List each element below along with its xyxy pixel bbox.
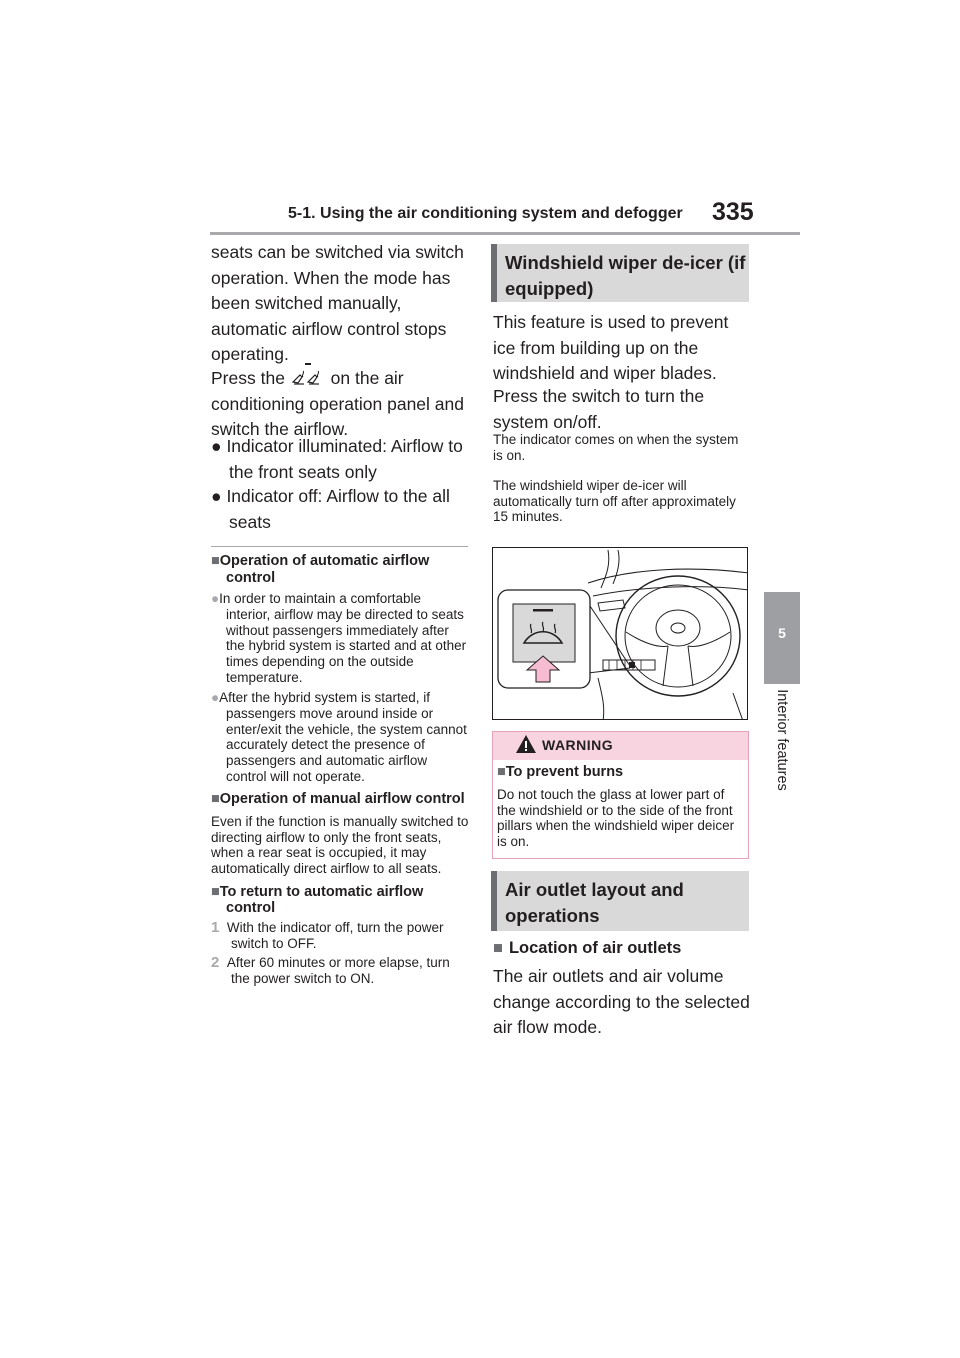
warning-text: Do not touch the glass at lower part of the windshield or to the side of the front pillars when the windshield wiper deicer is on. bbox=[497, 787, 735, 849]
notes-divider bbox=[211, 546, 468, 547]
step-number: 1 bbox=[211, 918, 220, 936]
note-item-text: After the hybrid system is started, if passengers move around inside or enter/exit the vehicle, the system cannot accurately detect the presence of passengers and automatic airflow control will not operate. bbox=[219, 690, 467, 784]
circle-bullet-icon: ● bbox=[211, 690, 220, 706]
bullet-dot: ● bbox=[211, 436, 227, 456]
bullet-text: Indicator illuminated: Airflow to the front seats only bbox=[226, 436, 463, 482]
square-bullet-icon: ■ bbox=[211, 553, 220, 569]
note-heading-automatic bbox=[211, 553, 469, 586]
outlet-subheading-text: Location of air outlets bbox=[508, 939, 682, 957]
press-text-before: Press the bbox=[211, 368, 285, 388]
step-number: 2 bbox=[211, 953, 220, 971]
warning-heading-text: To prevent burns bbox=[505, 764, 624, 780]
press-text-after: on the air conditioning operation panel and switch the airflow. bbox=[211, 368, 464, 440]
deicer-note: The windshield wiper de-icer will automatically turn off after approximately 15 minutes. bbox=[493, 478, 736, 525]
press-instruction bbox=[211, 362, 473, 443]
step-item bbox=[211, 919, 469, 952]
note-heading-text: Operation of manual airflow control bbox=[219, 791, 465, 808]
note-heading-return bbox=[211, 884, 469, 917]
note-list-item bbox=[211, 690, 469, 784]
warning-triangle-icon bbox=[515, 734, 537, 759]
bullet-dot: ● bbox=[211, 486, 227, 506]
circle-bullet-icon: ● bbox=[211, 591, 220, 607]
bullet-text: Indicator off: Airflow to the all seats bbox=[226, 486, 450, 532]
bullet-item bbox=[211, 484, 473, 535]
step-text: After 60 minutes or more elapse, turn the power switch to ON. bbox=[226, 954, 450, 987]
deicer-note: The indicator comes on when the system is on. bbox=[493, 432, 739, 463]
page-number: 335 bbox=[712, 198, 754, 226]
chapter-label: Interior features bbox=[774, 689, 790, 791]
section-title: 5-1. Using the air conditioning system and defogger bbox=[288, 205, 683, 222]
square-bullet-icon: ■ bbox=[211, 883, 220, 900]
note-paragraph: Even if the function is manually switched to directing airflow to only the front seats, when a rear seat is occupied, it may automatically direct airflow to all seats. bbox=[211, 813, 469, 876]
section-heading-deicer bbox=[491, 244, 749, 302]
outlet-paragraph: The air outlets and air volume change according to the selected air flow mode. bbox=[493, 966, 750, 1038]
section-heading-text: Windshield wiper de-icer (if equipped) bbox=[505, 252, 746, 299]
header-rule bbox=[210, 232, 800, 235]
deicer-paragraph: This feature is used to prevent ice from building up on the windshield and wiper blades. bbox=[493, 312, 729, 384]
outlet-subheading bbox=[493, 939, 751, 958]
step-text: With the indicator off, turn the power switch to OFF. bbox=[226, 919, 444, 952]
square-bullet-icon: ■ bbox=[211, 791, 220, 808]
warning-title: WARNING bbox=[542, 737, 614, 753]
deicer-paragraph: Press the switch to turn the system on/off. bbox=[493, 386, 705, 432]
bullet-item bbox=[211, 434, 473, 485]
step-item bbox=[211, 954, 469, 987]
deicer-switch-illustration bbox=[492, 547, 748, 720]
seat-airflow-icon bbox=[290, 362, 326, 384]
warning-heading bbox=[497, 764, 760, 781]
section-heading-text: Air outlet layout and operations bbox=[505, 879, 684, 926]
note-list-item bbox=[211, 591, 469, 685]
note-heading-text: Operation of automatic airflow control bbox=[219, 553, 430, 586]
notes-section bbox=[211, 553, 469, 987]
chapter-label-container bbox=[762, 640, 802, 840]
square-bullet-icon: ■ bbox=[493, 939, 503, 957]
chapter-number: 5 bbox=[778, 625, 786, 641]
note-heading-manual bbox=[211, 791, 469, 808]
note-heading-text: To return to automatic airflow control bbox=[219, 883, 424, 917]
intro-paragraph: seats can be switched via switch operation. When the mode has been switched manually, automatic airflow control stops operating. bbox=[211, 242, 464, 365]
note-item-text: In order to maintain a comfortable interior, airflow may be directed to seats without passengers immediately after the hybrid system is started and at other times depending on the outside temperature. bbox=[219, 591, 467, 685]
square-bullet-icon: ■ bbox=[497, 764, 506, 780]
section-heading-outlets bbox=[491, 871, 749, 931]
